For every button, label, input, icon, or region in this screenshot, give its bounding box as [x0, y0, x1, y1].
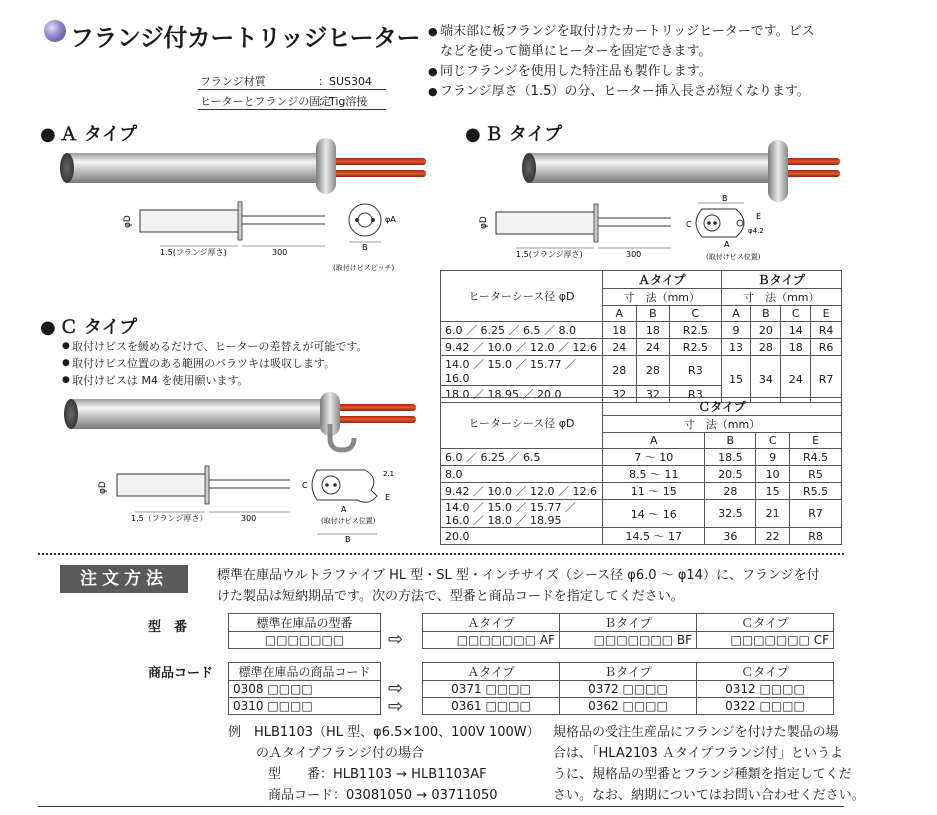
- dim-a: A: [724, 240, 730, 249]
- spec-row-fixing: [198, 90, 386, 110]
- dim-phi42: φ4.2: [748, 227, 764, 235]
- table-row: 18.0 ／ 18.95 ／ 20.0 32 32 R3: [441, 386, 842, 403]
- col-header: A: [721, 306, 751, 322]
- dim-e: E: [756, 212, 762, 221]
- c-dimension-table: [440, 397, 842, 545]
- wire: [326, 158, 426, 165]
- type-b-drawing: [476, 195, 786, 270]
- type-a-photo: [58, 150, 428, 200]
- dim-flange: 1.5(フランジ厚さ): [160, 248, 227, 257]
- dim-b: B: [345, 535, 351, 542]
- heater-end: [522, 153, 536, 183]
- dim-b: B: [362, 243, 368, 252]
- model-std-table: 標準在庫品の型番 □□□□□□□: [228, 613, 381, 649]
- bullet-dot-icon: ●: [465, 124, 481, 145]
- type-c-drawing: [95, 460, 415, 542]
- type-c-bullet: ● 取付けビス位置のある範囲のバラツキは吸収します。: [62, 355, 367, 372]
- type-b-note: (取付けビス位置): [706, 253, 761, 261]
- code-type-table: Ａタイプ Ｂタイプ Ｃタイプ 0371 □□□□ 0372 □□□□ 0312 □□□□ 0361 □□□□ 0362 □□□□ 0322 □□□□: [422, 662, 834, 715]
- table-row: 9.42 ／ 10.0 ／ 12.0 ／ 12.6 24 24 R2.5 13 28 18 R6: [441, 339, 842, 356]
- intro-bullet-1-cont: などを使って簡単にヒーターを固定できます。: [440, 44, 712, 59]
- code-label: 商品コード: [148, 666, 214, 681]
- note-block: 規格品の受注生産品にフランジを付けた製品の場 合は、「HLA2103 Ａタイプフランジ付」というよ うに、規格品の型番とフランジ種類を指定してくだ さい。なお、納期についてはお問い合わせください。: [553, 725, 865, 803]
- table-header-a-type: Ａタイプ: [603, 271, 722, 289]
- dim-e: E: [385, 493, 391, 502]
- col-header: A: [603, 306, 637, 322]
- type-c-bullet: ● 取付けビスを緩めるだけで、ヒーターの差替えが可能です。: [62, 338, 367, 355]
- dim-phi-d: φD: [123, 215, 133, 228]
- table-header-b-type: Ｂタイプ: [721, 271, 841, 289]
- wire: [782, 170, 840, 177]
- col-header: E: [790, 433, 842, 449]
- order-badge: 注文方法: [60, 565, 188, 593]
- intro-bullet-3: ● フランジ厚さ（1.5）の分、ヒーター挿入長さが短くなります。: [428, 82, 828, 102]
- heater-sheath: [64, 153, 326, 183]
- type-a-label: ● Ａ タイプ: [40, 124, 138, 145]
- model-label: 型 番: [148, 620, 188, 635]
- type-c-bullet: ● 取付けビスは M4 を使用願います。: [62, 372, 367, 389]
- type-a-drawing: [120, 198, 420, 278]
- spec-value: ：Tig溶接: [318, 95, 368, 108]
- wire: [326, 170, 426, 177]
- intro-bullets: [428, 22, 828, 102]
- heater-end: [64, 399, 78, 429]
- ab-dimension-table: [440, 270, 842, 403]
- table-row: 6.0 ／ 6.25 ／ 6.5 7 ～ 10 18.5 9 R4.5: [441, 449, 842, 466]
- table-header-dims: 寸 法（mm）: [603, 416, 842, 433]
- intro-bullet-1: ● 端末部に板フランジを取付けたカートリッジヒーターです。ビス: [428, 22, 828, 42]
- col-header: C: [670, 306, 721, 322]
- col-header: E: [811, 306, 842, 322]
- heater-sheath: [68, 399, 324, 429]
- wire: [782, 158, 840, 165]
- arrow-icon: ⇨: [388, 629, 404, 650]
- heater-sheath: [526, 153, 776, 183]
- type-c-label: ● Ｃ タイプ: [40, 317, 138, 338]
- table-header-sheath: ヒーターシース径 φD: [441, 271, 603, 322]
- dim-phi-a: φA: [385, 215, 396, 224]
- table-header-sheath: ヒーターシース径 φD: [441, 398, 603, 449]
- col-header: B: [751, 306, 781, 322]
- type-c-note: (取付けビス位置): [321, 517, 376, 525]
- bullet-dot-icon: ●: [40, 317, 56, 338]
- type-c-photo: [62, 396, 422, 456]
- heater-end: [60, 153, 74, 183]
- table-header-dims: 寸 法（mm）: [721, 289, 841, 306]
- title-bullet-icon: [44, 20, 66, 42]
- dim-300: 300: [626, 250, 642, 259]
- dim-21: 2.1: [383, 470, 395, 478]
- table-row: 8.0 8.5 ～ 11 20.5 10 R5: [441, 466, 842, 483]
- example-block: 例 HLB1103（HL 型、φ6.5×100、100V 100W） のＡタイプフランジ付の場合 型 番：HLB1103 → HLB1103AF 商品コード：03081050 → 03711050: [228, 725, 540, 803]
- page-title: フランジ付カートリッジヒーター: [70, 24, 420, 52]
- table-header-dims: 寸 法（mm）: [603, 289, 722, 306]
- spec-row-material: [198, 70, 386, 90]
- dim-300: 300: [241, 514, 257, 523]
- bottom-rule: [38, 806, 844, 807]
- dim-phi-d: φD: [479, 216, 489, 229]
- table-row: 20.0 14.5 ～ 17 36 22 R8: [441, 528, 842, 545]
- table-row: 14.0 ／ 15.0 ／ 15.77 ／ 16.0 28 28 R3 15 34 24 R7: [441, 356, 842, 386]
- code-std-table: 標準在庫品の商品コード 0308 □□□□ 0310 □□□□: [228, 662, 381, 715]
- table-row: 14.0 ／ 15.0 ／ 15.77 ／ 16.0 ／ 18.0 ／ 18.95 14 ～ 16 32.5 21 R7: [441, 500, 842, 528]
- col-header: C: [781, 306, 811, 322]
- spec-label: フランジ材質: [200, 75, 266, 88]
- col-header: C: [756, 433, 790, 449]
- flange-hook: [324, 424, 364, 454]
- spec-label: ヒーターとフランジの固定: [200, 95, 332, 108]
- spec-value: ：SUS304: [318, 75, 373, 88]
- dim-flange: 1.5（フランジ厚さ）: [131, 514, 208, 523]
- flange-plate: [316, 138, 336, 194]
- col-header: B: [705, 433, 756, 449]
- col-header: B: [636, 306, 670, 322]
- arrow-icon: ⇨: [388, 678, 404, 699]
- order-description: 標準在庫品ウルトラファイブ HL 型・SL 型・インチサイズ（シース径 φ6.0 ～ φ14）に、フランジを付 けた製品は短納期品です。次の方法で、型番と商品コードを指定してください。: [217, 568, 820, 604]
- bullet-dot-icon: ●: [40, 124, 56, 145]
- model-type-table: Ａタイプ Ｂタイプ Ｃタイプ □□□□□□□ AF □□□□□□□ BF □□□□□□□ CF: [422, 613, 834, 649]
- dim-c: C: [686, 220, 692, 229]
- col-header: A: [603, 433, 705, 449]
- type-a-note: (取付けビスピッチ): [333, 264, 395, 272]
- dim-b: B: [722, 195, 728, 203]
- flange-plate: [768, 140, 788, 202]
- arrow-icon: ⇨: [388, 696, 404, 717]
- type-b-label: ● Ｂ タイプ: [465, 124, 563, 145]
- dim-flange: 1.5(フランジ厚さ): [516, 250, 583, 259]
- table-row: 9.42 ／ 10.0 ／ 12.0 ／ 12.6 11 ～ 15 28 15 R5.5: [441, 483, 842, 500]
- table-row: 6.0 ／ 6.25 ／ 6.5 ／ 8.0 18 18 R2.5 9 20 14 R4: [441, 322, 842, 339]
- type-c-bullets: [62, 338, 367, 389]
- dim-c: C: [302, 481, 308, 490]
- dim-a: A: [341, 505, 347, 514]
- divider: [38, 553, 844, 555]
- intro-bullet-2: ● 同じフランジを使用した特注品も製作します。: [428, 62, 828, 82]
- dim-phi-d: φD: [98, 481, 108, 494]
- table-header-c-type: Ｃタイプ: [603, 398, 842, 416]
- dim-300: 300: [272, 248, 288, 257]
